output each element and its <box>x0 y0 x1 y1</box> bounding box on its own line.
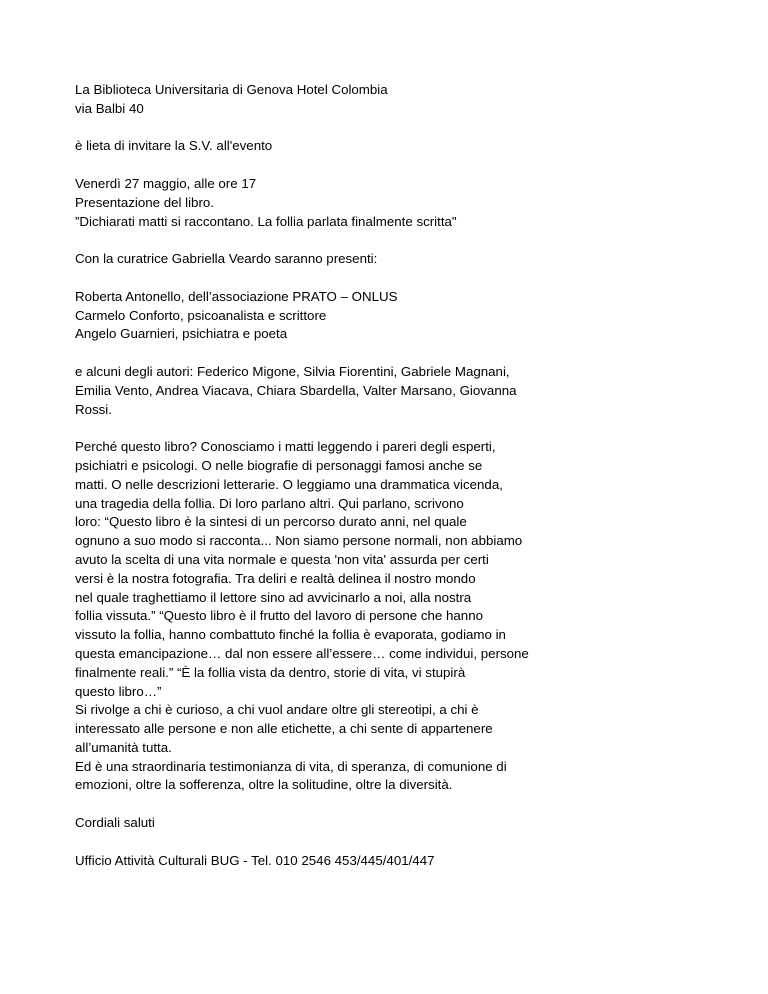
speaker-line: Carmelo Conforto, psicoanalista e scrittore <box>75 307 327 323</box>
footer-paragraph <box>75 852 755 871</box>
body-line: matti. O nelle descrizioni letterarie. O leggiamo una drammatica vicenda, <box>75 476 503 492</box>
body-line: vissuto la follia, hanno combattuto finché la follia è evaporata, godiamo in <box>75 627 506 643</box>
body-line: psichiatri e psicologi. O nelle biografie di personaggi famosi anche se <box>75 457 483 473</box>
speakers-paragraph <box>75 288 755 344</box>
body-line: finalmente reali.” “È la follia vista da dentro, storie di vita, vi stupirà <box>75 664 466 680</box>
event-paragraph <box>75 175 755 231</box>
authors-line: e alcuni degli autori: Federico Migone, Silvia Fiorentini, Gabriele Magnani, <box>75 363 510 379</box>
invite-line: è lieta di invitare la S.V. all'evento <box>75 138 273 154</box>
body-line: loro: “Questo libro è la sintesi di un percorso durato anni, nel quale <box>75 514 467 530</box>
header-line: via Balbi 40 <box>75 100 144 116</box>
body-line: Si rivolge a chi è curioso, a chi vuol andare oltre gli stereotipi, a chi è <box>75 702 479 718</box>
event-line: Presentazione del libro. <box>75 194 214 210</box>
speaker-line: Roberta Antonello, dell’associazione PRATO – ONLUS <box>75 288 398 304</box>
body-line: nel quale traghettiamo il lettore sino ad avvicinarlo a noi, alla nostra <box>75 589 472 605</box>
body-line: follia vissuta.” “Questo libro è il frutto del lavoro di persone che hanno <box>75 608 483 624</box>
header-paragraph <box>75 81 755 119</box>
body-line: Perché questo libro? Conosciamo i matti leggendo i pareri degli esperti, <box>75 439 496 455</box>
body-line: Ed è una straordinaria testimonianza di vita, di speranza, di comunione di <box>75 758 507 774</box>
body-line: questo libro…” <box>75 683 162 699</box>
closing-paragraph <box>75 814 755 833</box>
body-line: emozioni, oltre la sofferenza, oltre la solitudine, oltre la diversità. <box>75 777 453 793</box>
authors-paragraph <box>75 363 755 419</box>
curator-paragraph <box>75 250 755 269</box>
closing-line: Cordiali saluti <box>75 815 155 831</box>
body-line: interessato alle persone e non alle etichette, a chi sente di appartenere <box>75 721 493 737</box>
authors-line: Rossi. <box>75 401 112 417</box>
curator-line: Con la curatrice Gabriella Veardo saranno presenti: <box>75 251 378 267</box>
event-line: Venerdì 27 maggio, alle ore 17 <box>75 175 257 191</box>
body-line: una tragedia della follia. Di loro parlano altri. Qui parlano, scrivono <box>75 495 464 511</box>
speaker-line: Angelo Guarnieri, psichiatra e poeta <box>75 326 288 342</box>
invite-paragraph <box>75 137 755 156</box>
footer-line: Ufficio Attività Culturali BUG - Tel. 010 2546 453/445/401/447 <box>75 852 435 868</box>
authors-line: Emilia Vento, Andrea Viacava, Chiara Sbardella, Valter Marsano, Giovanna <box>75 382 517 398</box>
body-line: all’umanità tutta. <box>75 739 172 755</box>
header-line: La Biblioteca Universitaria di Genova Hotel Colombia <box>75 82 388 97</box>
document-page <box>75 81 755 889</box>
body-line: ognuno a suo modo si racconta... Non siamo persone normali, non abbiamo <box>75 533 523 549</box>
body-line: versi è la nostra fotografia. Tra deliri e realtà delinea il nostro mondo <box>75 570 476 586</box>
body-line: questa emancipazione… dal non essere all’essere… come individui, persone <box>75 645 529 661</box>
body-line: avuto la scelta di una vita normale e questa 'non vita' assurda per certi <box>75 551 489 567</box>
body-paragraph <box>75 438 755 795</box>
event-line: ”Dichiarati matti si raccontano. La follia parlata finalmente scritta" <box>75 213 457 229</box>
